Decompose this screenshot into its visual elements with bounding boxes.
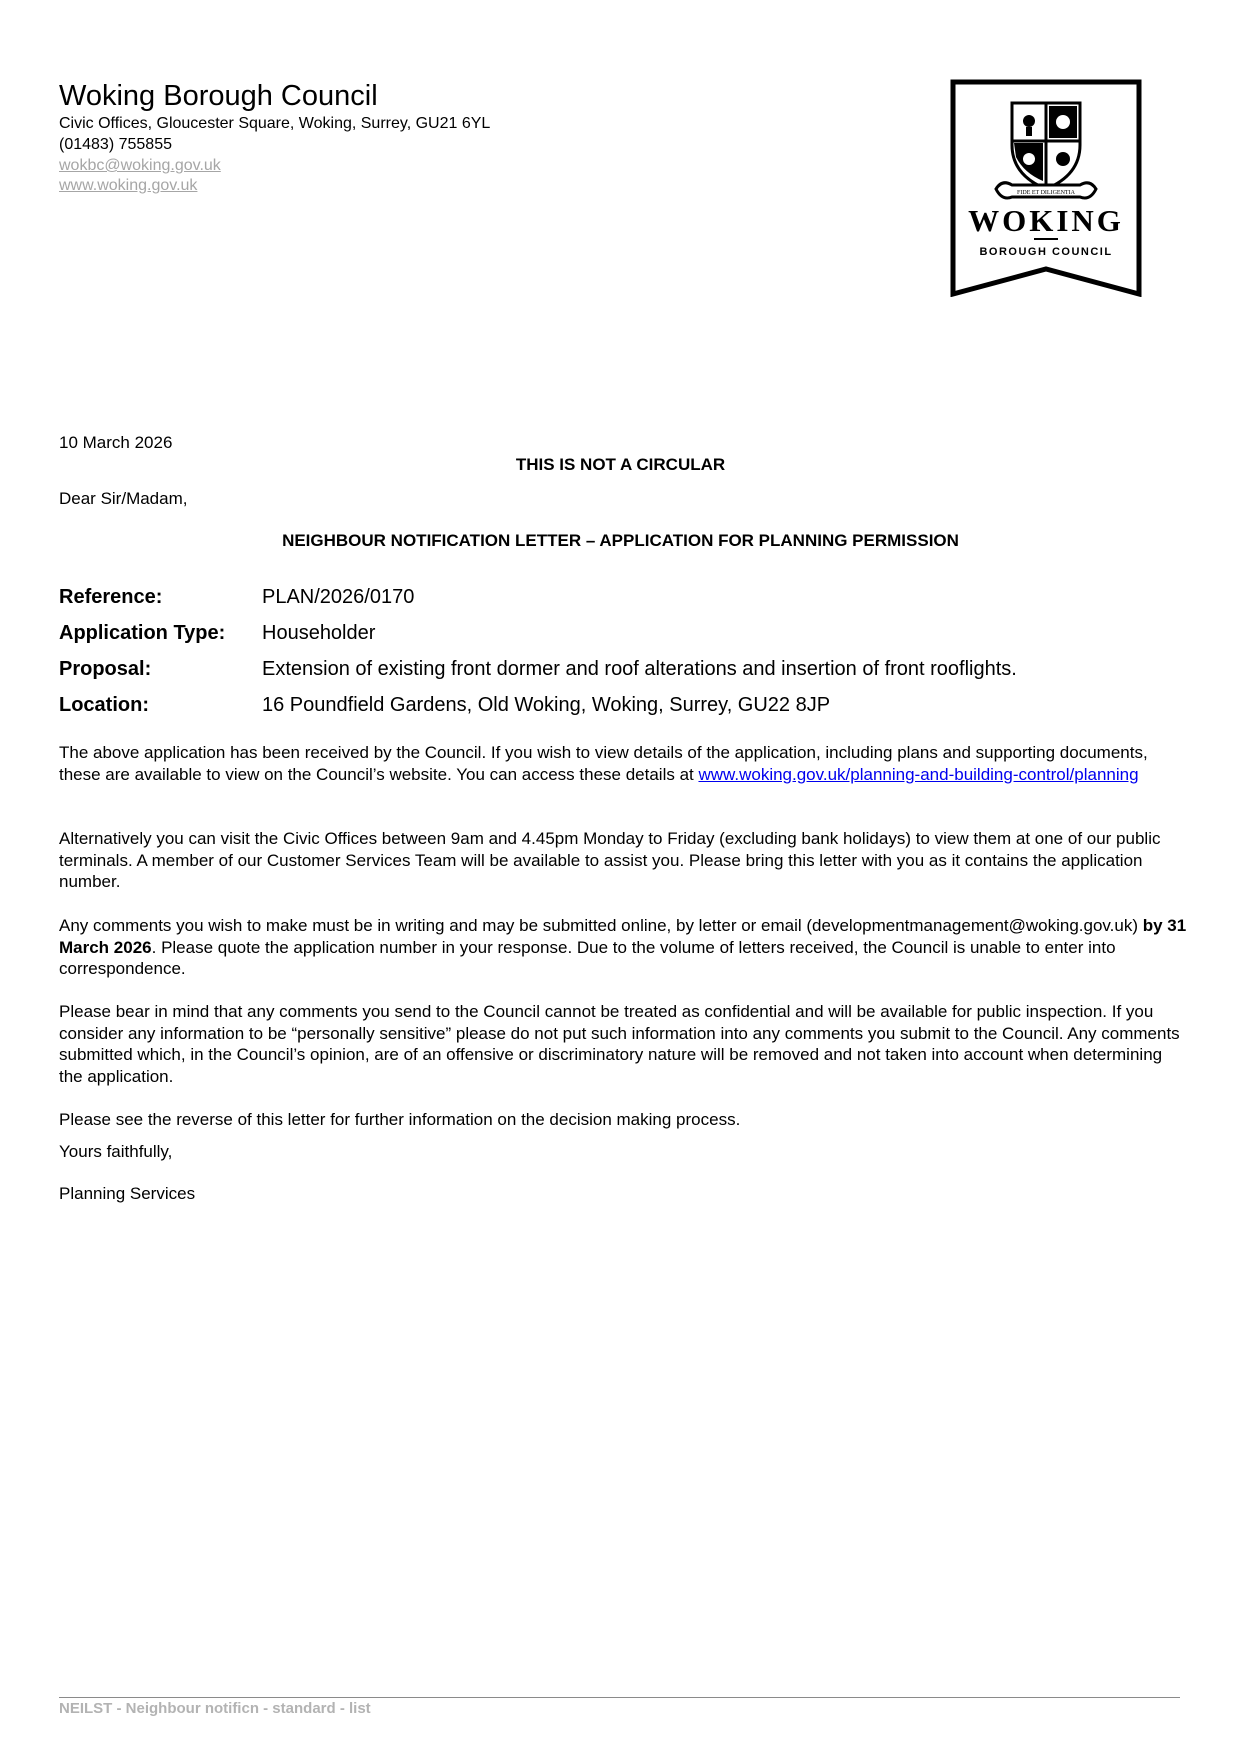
council-phone: (01483) 755855 <box>59 136 172 153</box>
planning-website-link[interactable]: www.woking.gov.uk/planning-and-building-control/planning <box>698 764 1139 784</box>
council-name: Woking Borough Council <box>59 80 378 112</box>
closing: Yours faithfully, <box>59 1142 173 1161</box>
detail-row-proposal <box>59 651 1189 687</box>
application-type-label: Application Type: <box>59 621 226 644</box>
reference-value: PLAN/2026/0170 <box>262 585 415 608</box>
paragraph-comments <box>59 915 1189 980</box>
paragraph-confidentiality: Please bear in mind that any comments you send to the Council cannot be treated as confidential and will be available for public inspection. If you consider any information to be “personally sensitive” please do not put such information into any comments you submit to the Council. Any comments submitted which, in the Council’s opinion, are of an offensive or discriminatory nature will be removed and not taken into account when determining the application. <box>59 1002 1180 1086</box>
reference-label: Reference: <box>59 585 163 608</box>
logo-motto: FIDE ET DILIGENTIA <box>1017 190 1075 196</box>
woking-council-logo <box>950 79 1142 297</box>
location-label: Location: <box>59 693 149 716</box>
proposal-value: Extension of existing front dormer and roof alterations and insertion of front rooflights. <box>262 657 1017 680</box>
logo-wordmark: WOKING <box>968 203 1124 238</box>
detail-row-location <box>59 687 1189 723</box>
detail-row-reference <box>59 579 1189 615</box>
council-email-link[interactable]: wokbc@woking.gov.uk <box>59 157 221 174</box>
circular-notice: THIS IS NOT A CIRCULAR <box>515 455 726 474</box>
footer-divider <box>59 1697 1180 1698</box>
letter-date: 10 March 2026 <box>59 433 173 452</box>
paragraph-comments-tail: . Please quote the application number in your response. Due to the volume of letters received, the Council is unable to enter into correspondence. <box>59 937 1116 978</box>
detail-row-type <box>59 615 1189 651</box>
footer-code: NEILST - Neighbour notificn - standard - list <box>59 1700 371 1717</box>
letter-heading: NEIGHBOUR NOTIFICATION LETTER – APPLICATION FOR PLANNING PERMISSION <box>282 531 959 550</box>
signature: Planning Services <box>59 1184 196 1203</box>
paragraph-comments-text: Any comments you wish to make must be in writing and may be submitted online, by letter or email (developmentmanagement@woking.gov.uk) <box>59 916 1143 935</box>
paragraph-civic-offices: Alternatively you can visit the Civic Offices between 9am and 4.45pm Monday to Friday (excluding bank holidays) to view them at one of our public terminals. A member of our Customer Services Team will be available to assist you. Please bring this letter with you as it contains the application number. <box>59 829 1161 891</box>
logo-subtitle: BOROUGH COUNCIL <box>979 246 1113 258</box>
paragraph-reverse-note: Please see the reverse of this letter for further information on the decision making process. <box>59 1110 741 1129</box>
paragraph-application-received <box>59 742 1189 785</box>
proposal-label: Proposal: <box>59 657 152 680</box>
council-website-link[interactable]: www.woking.gov.uk <box>59 177 198 194</box>
council-address: Civic Offices, Gloucester Square, Woking, Surrey, GU21 6YL <box>59 115 491 132</box>
paragraph-application-received-text: The above application has been received by the Council. If you wish to view details of the application, including plans and supporting documents, these are available to view on the Council’s website. You can access these details at <box>59 743 1148 784</box>
application-type-value: Householder <box>262 621 376 644</box>
location-value: 16 Poundfield Gardens, Old Woking, Woking, Surrey, GU22 8JP <box>262 693 831 716</box>
comments-deadline: by 31 March 2026 <box>59 916 1187 957</box>
application-details <box>59 579 1189 723</box>
salutation: Dear Sir/Madam, <box>59 489 188 508</box>
